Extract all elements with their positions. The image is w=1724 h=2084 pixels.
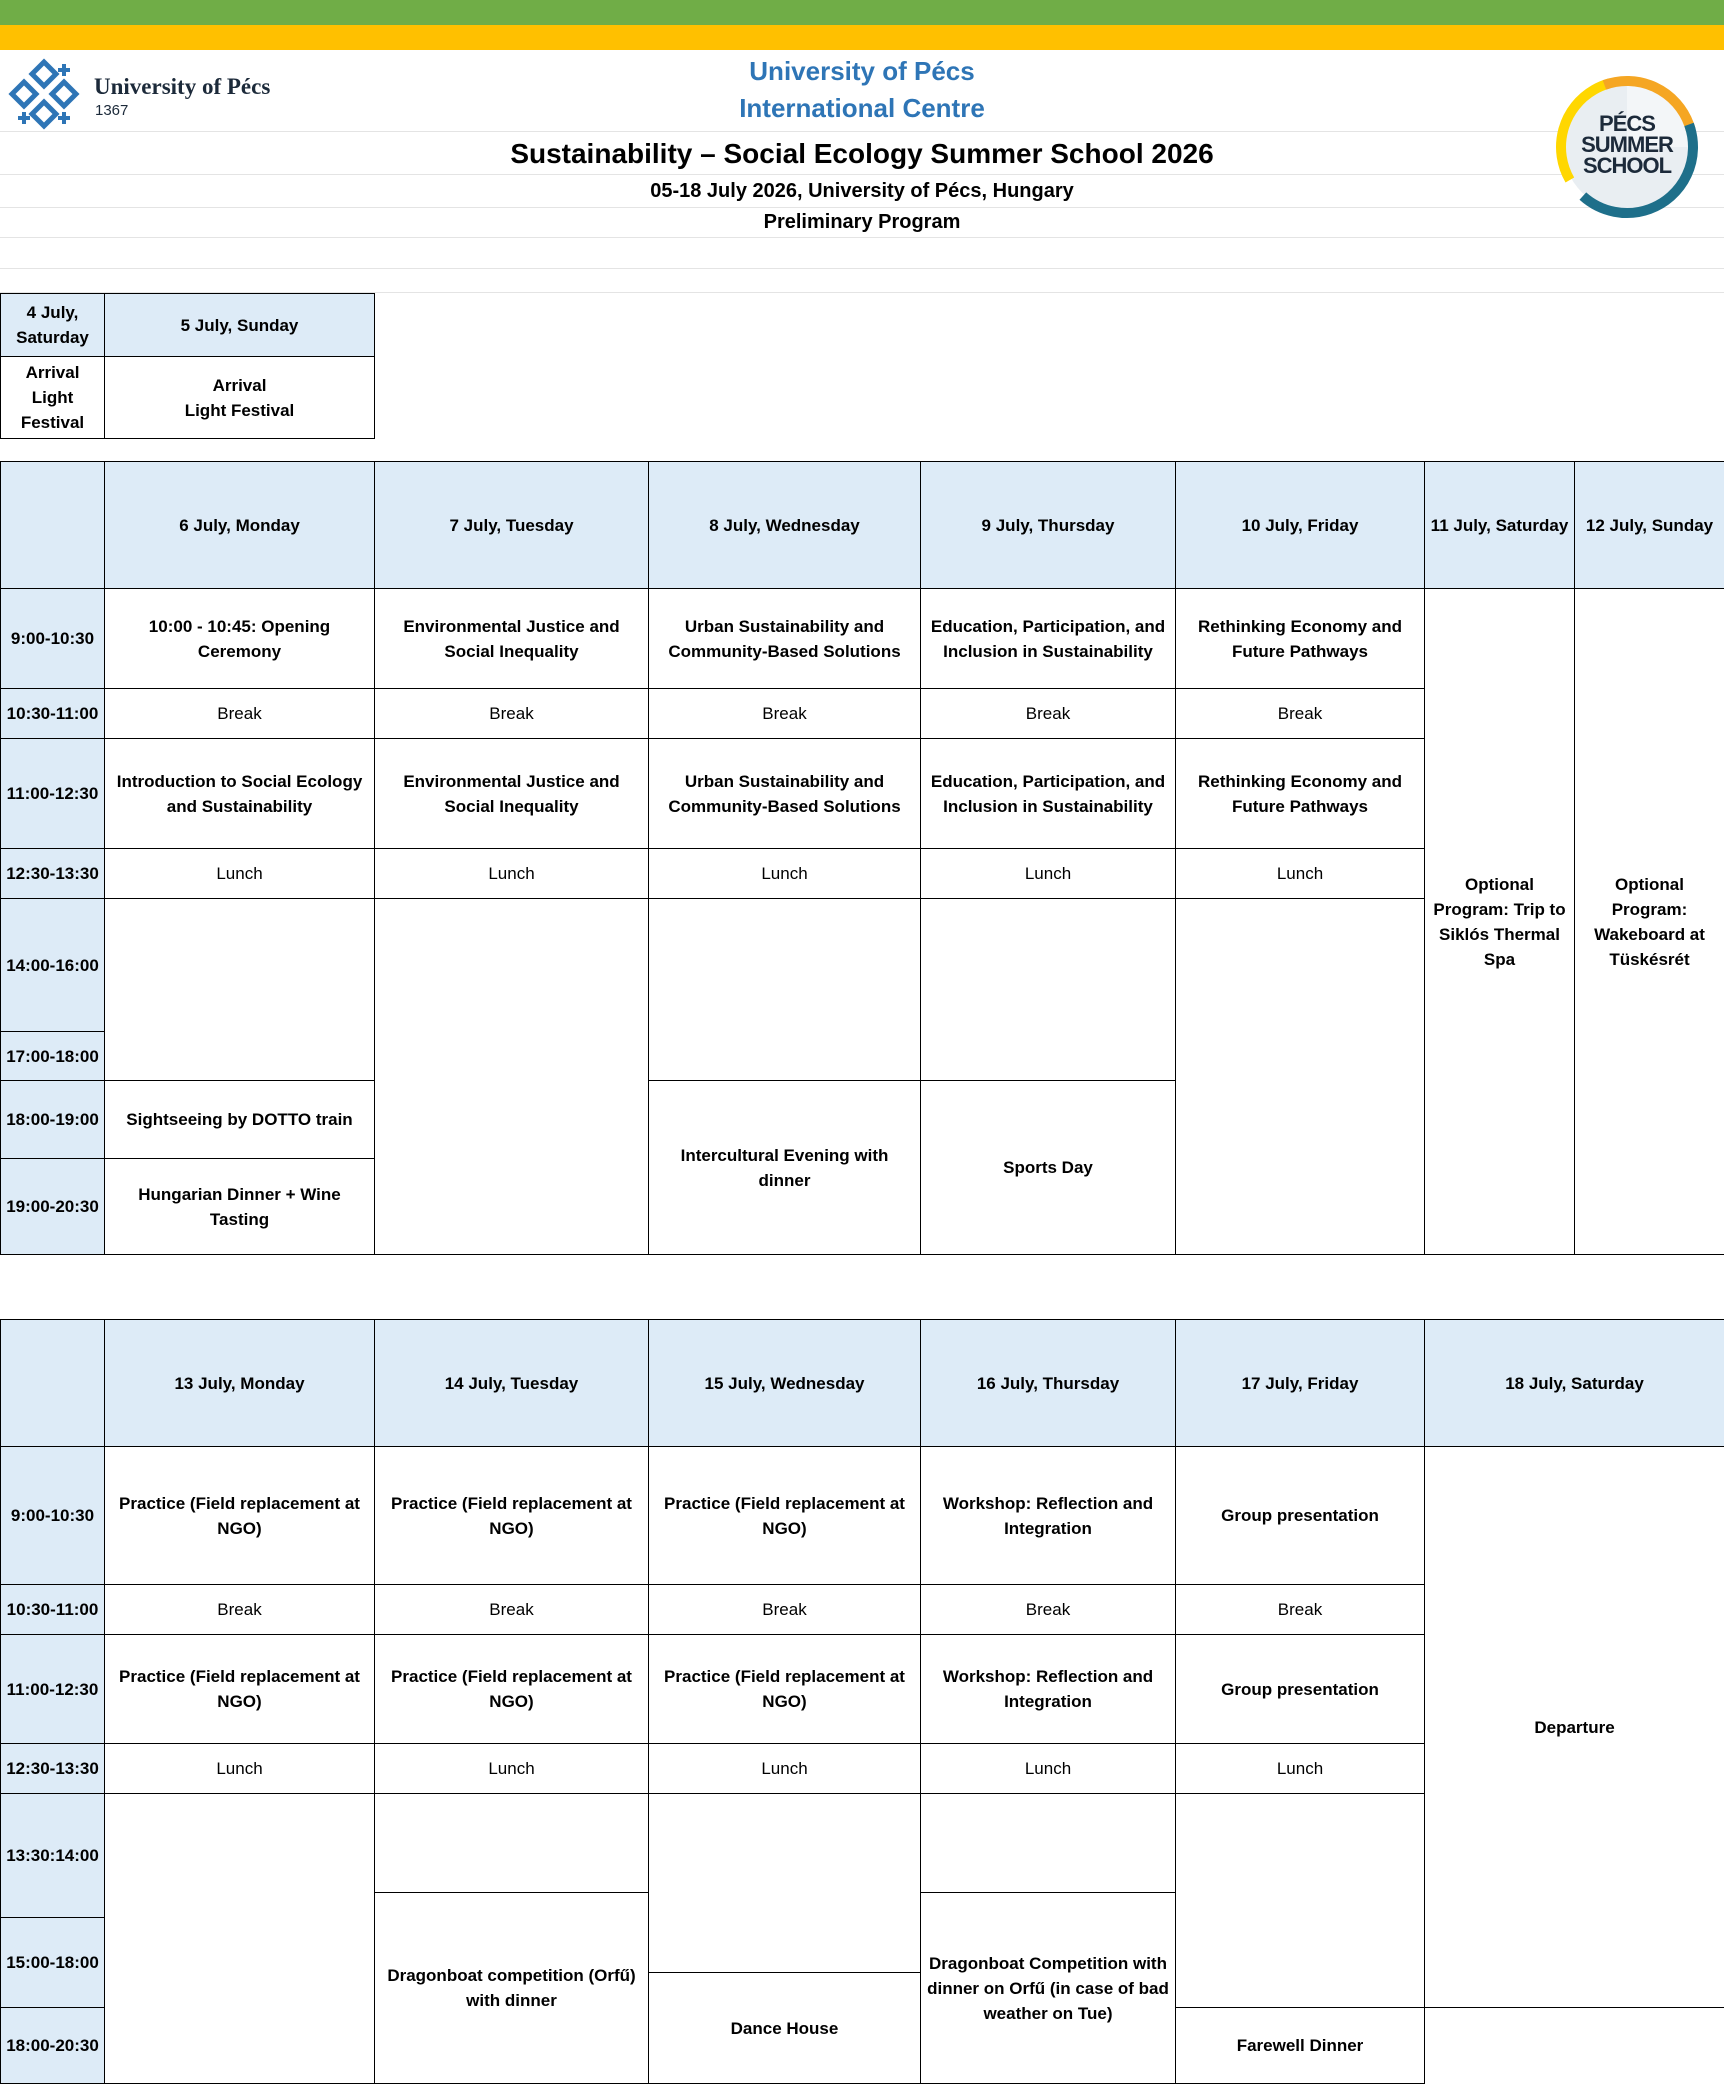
top-band-yellow <box>0 25 1724 50</box>
session-cell: Workshop: Reflection and Integration <box>921 1447 1176 1585</box>
break-cell: Break <box>921 689 1176 739</box>
session-cell: Practice (Field replacement at NGO) <box>105 1635 375 1744</box>
top-band-green <box>0 0 1724 25</box>
table-row <box>1 1447 1724 1585</box>
lunch-cell: Lunch <box>1176 1744 1425 1794</box>
session-cell: 10:00 - 10:45: Opening Ceremony <box>105 589 375 689</box>
time-slot: 18:00-20:30 <box>1 2008 105 2084</box>
program-label: Preliminary Program <box>763 211 961 233</box>
day-header: 16 July, Thursday <box>921 1320 1176 1447</box>
arrival-header-row <box>1 294 375 357</box>
day-header: 10 July, Friday <box>1176 462 1425 589</box>
session-cell: Urban Sustainability and Community-Based Solutions <box>649 589 921 689</box>
empty-cell <box>105 899 375 1081</box>
time-slot: 14:00-16:00 <box>1 899 105 1032</box>
time-slot: 18:00-19:00 <box>1 1081 105 1159</box>
day-header: 9 July, Thursday <box>921 462 1176 589</box>
session-cell: Practice (Field replacement at NGO) <box>375 1635 649 1744</box>
session-cell: Education, Participation, and Inclusion in Sustainability <box>921 739 1176 849</box>
session-cell: Rethinking Economy and Future Pathways <box>1176 589 1425 689</box>
lunch-cell: Lunch <box>105 849 375 899</box>
sightseeing-cell: Sightseeing by DOTTO train <box>105 1081 375 1159</box>
time-slot: 17:00-18:00 <box>1 1032 105 1081</box>
activity-5-july <box>105 357 375 439</box>
sheet-gridline <box>0 237 1724 238</box>
time-slot: 10:30-11:00 <box>1 689 105 739</box>
dragonboat-thursday-cell: Dragonboat Competition with dinner on Orfű (in case of bad weather on Tue) <box>921 1893 1176 2084</box>
time-slot: 13:30:14:00 <box>1 1794 105 1918</box>
org-line-2: International Centre <box>739 93 985 123</box>
sheet-gridline <box>0 131 1724 132</box>
session-cell: Environmental Justice and Social Inequality <box>375 739 649 849</box>
session-cell: Environmental Justice and Social Inequality <box>375 589 649 689</box>
day-header: 14 July, Tuesday <box>375 1320 649 1447</box>
hungarian-dinner-cell: Hungarian Dinner + Wine Tasting <box>105 1159 375 1255</box>
farewell-dinner-cell: Farewell Dinner <box>1176 2008 1425 2084</box>
dates-location: 05-18 July 2026, University of Pécs, Hungary <box>650 180 1074 202</box>
break-cell: Break <box>649 689 921 739</box>
table-row <box>1 589 1724 689</box>
day-header-5-july: 5 July, Sunday <box>105 294 375 357</box>
dance-house-cell: Dance House <box>649 1973 921 2084</box>
break-cell: Break <box>375 689 649 739</box>
lunch-cell: Lunch <box>375 1744 649 1794</box>
sheet-gridline <box>0 268 1724 269</box>
org-line-1: University of Pécs <box>749 56 975 86</box>
day-header: 13 July, Monday <box>105 1320 375 1447</box>
dragonboat-tuesday-cell: Dragonboat competition (Orfű) with dinner <box>375 1893 649 2084</box>
empty-cell <box>921 1794 1176 1893</box>
time-header-empty <box>1 1320 105 1447</box>
session-cell: Practice (Field replacement at NGO) <box>649 1635 921 1744</box>
badge-line-2: SUMMER <box>1581 132 1673 157</box>
session-cell: Education, Participation, and Inclusion in Sustainability <box>921 589 1176 689</box>
activity-5-july-line-1: Arrival <box>212 375 267 395</box>
time-slot: 12:30-13:30 <box>1 849 105 899</box>
university-logo <box>6 56 306 126</box>
university-name: University of Pécs <box>94 74 271 99</box>
page-title: Sustainability – Social Ecology Summer School 2026 <box>510 138 1214 169</box>
badge-text <box>1553 113 1701 176</box>
lunch-cell: Lunch <box>649 1744 921 1794</box>
session-cell: Practice (Field replacement at NGO) <box>105 1447 375 1585</box>
lunch-cell: Lunch <box>1176 849 1425 899</box>
day-header: 18 July, Saturday <box>1425 1320 1724 1447</box>
time-slot: 11:00-12:30 <box>1 739 105 849</box>
week1-table <box>0 461 1724 1255</box>
day-header: 8 July, Wednesday <box>649 462 921 589</box>
arrival-table <box>0 293 375 439</box>
session-cell: Group presentation <box>1176 1635 1425 1744</box>
break-cell: Break <box>649 1585 921 1635</box>
summer-school-badge <box>1553 73 1701 221</box>
session-cell: Introduction to Social Ecology and Sustainability <box>105 739 375 849</box>
break-cell: Break <box>105 689 375 739</box>
day-header: 12 July, Sunday <box>1575 462 1724 589</box>
day-header: 7 July, Tuesday <box>375 462 649 589</box>
lunch-cell: Lunch <box>375 849 649 899</box>
lunch-cell: Lunch <box>921 1744 1176 1794</box>
time-slot: 11:00-12:30 <box>1 1635 105 1744</box>
empty-cell <box>1176 899 1425 1255</box>
empty-cell <box>649 899 921 1081</box>
empty-cell <box>1176 1794 1425 2008</box>
intercultural-evening-cell: Intercultural Evening with dinner <box>649 1081 921 1255</box>
day-header: 6 July, Monday <box>105 462 375 589</box>
departure-cell: Departure <box>1425 1447 1724 2008</box>
time-header-empty <box>1 462 105 589</box>
session-cell: Urban Sustainability and Community-Based Solutions <box>649 739 921 849</box>
day-header: 17 July, Friday <box>1176 1320 1425 1447</box>
week2-table <box>0 1319 1724 2084</box>
break-cell: Break <box>1176 1585 1425 1635</box>
break-cell: Break <box>105 1585 375 1635</box>
day-header-4-july: 4 July, Saturday <box>1 294 105 357</box>
session-cell: Practice (Field replacement at NGO) <box>649 1447 921 1585</box>
break-cell: Break <box>1176 689 1425 739</box>
time-slot: 9:00-10:30 <box>1 589 105 689</box>
lunch-cell: Lunch <box>649 849 921 899</box>
empty-cell <box>375 899 649 1255</box>
day-header: 15 July, Wednesday <box>649 1320 921 1447</box>
activity-5-july-line-2: Light Festival <box>184 400 295 420</box>
sheet-gridline <box>0 174 1724 175</box>
optional-program-saturday: Optional Program: Trip to Siklós Thermal Spa <box>1425 589 1575 1255</box>
session-cell: Workshop: Reflection and Integration <box>921 1635 1176 1744</box>
lunch-cell: Lunch <box>921 849 1176 899</box>
empty-cell <box>105 1794 375 2084</box>
time-slot: 19:00-20:30 <box>1 1159 105 1255</box>
week1-header-row <box>1 462 1724 589</box>
arrival-activity-row <box>1 357 375 439</box>
university-of-pecs-logo-icon <box>6 56 82 132</box>
break-cell: Break <box>921 1585 1176 1635</box>
break-cell: Break <box>375 1585 649 1635</box>
empty-cell <box>375 1794 649 1893</box>
day-header: 11 July, Saturday <box>1425 462 1575 589</box>
week2-header-row <box>1 1320 1724 1447</box>
session-cell: Group presentation <box>1176 1447 1425 1585</box>
empty-cell <box>649 1794 921 1973</box>
badge-line-1: PÉCS <box>1599 111 1655 136</box>
session-cell: Rethinking Economy and Future Pathways <box>1176 739 1425 849</box>
founded-year: 1367 <box>95 102 129 119</box>
sports-day-cell: Sports Day <box>921 1081 1176 1255</box>
session-cell: Practice (Field replacement at NGO) <box>375 1447 649 1585</box>
sheet-gridline <box>0 207 1724 208</box>
activity-4-july: Arrival Light Festival <box>1 357 105 439</box>
empty-cell <box>921 899 1176 1081</box>
time-slot: 9:00-10:30 <box>1 1447 105 1585</box>
time-slot: 15:00-18:00 <box>1 1918 105 2008</box>
time-slot: 12:30-13:30 <box>1 1744 105 1794</box>
time-slot: 10:30-11:00 <box>1 1585 105 1635</box>
lunch-cell: Lunch <box>105 1744 375 1794</box>
badge-line-3: SCHOOL <box>1582 153 1672 178</box>
optional-program-sunday: Optional Program: Wakeboard at Tüskésrét <box>1575 589 1724 1255</box>
